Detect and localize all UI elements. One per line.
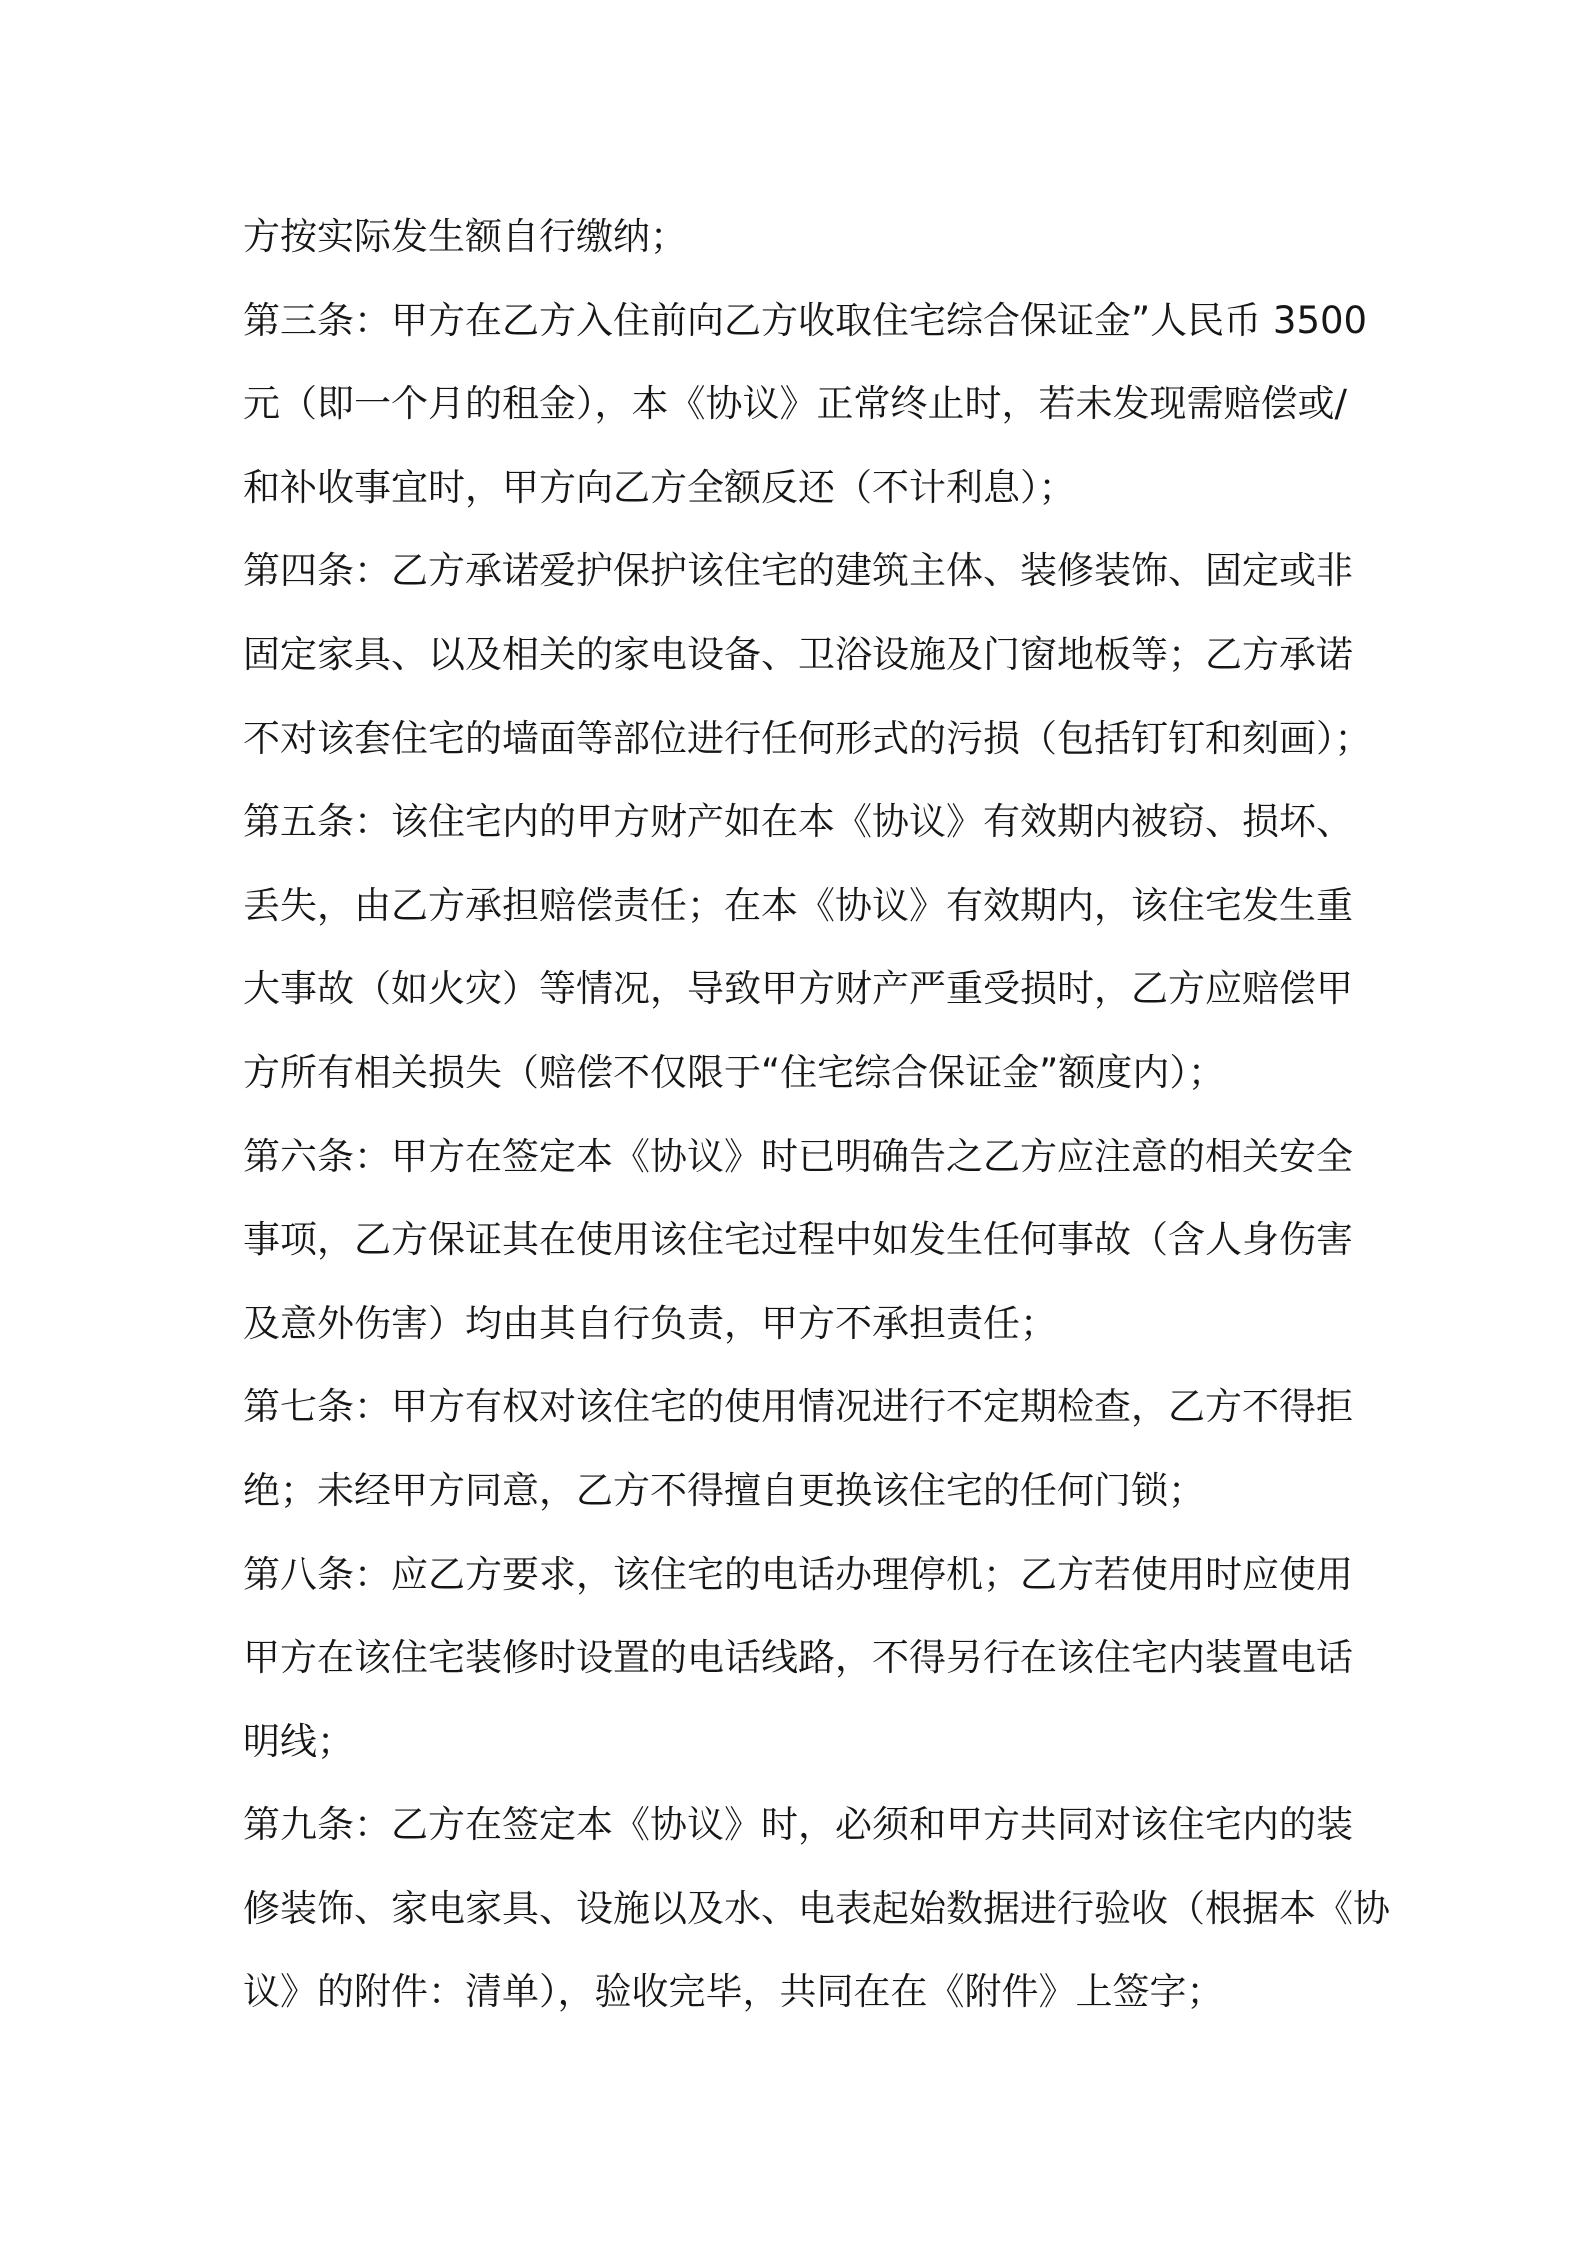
text-line: 事项，乙方保证其在使用该住宅过程中如发生任何事故（含人身伤害	[243, 1218, 1353, 1262]
text-line: 第九条：乙方在签定本《协议》时，必须和甲方共同对该住宅内的装	[243, 1803, 1353, 1847]
text-line: 方按实际发生额自行缴纳；	[243, 215, 687, 258]
text-line: 丢失，由乙方承担赔偿责任；在本《协议》有效期内，该住宅发生重	[243, 883, 1353, 927]
text-line: 方所有相关损失（赔偿不仅限于“住宅综合保证金”额度内）；	[243, 1050, 1225, 1094]
text-line: 不对该套住宅的墙面等部位进行任何形式的污损（包括钉钉和刻画）；	[243, 716, 1372, 760]
text-line: 第七条：甲方有权对该住宅的使用情况进行不定期检查，乙方不得拒	[243, 1385, 1353, 1429]
text-line: 第四条：乙方承诺爱护保护该住宅的建筑主体、装修装饰、固定或非	[243, 549, 1353, 593]
text-line: 修装饰、家电家具、设施以及水、电表起始数据进行验收（根据本《协	[243, 1886, 1390, 1930]
text-line: 甲方在该住宅装修时设置的电话线路，不得另行在该住宅内装置电话	[243, 1636, 1353, 1680]
text-line: 第八条：应乙方要求，该住宅的电话办理停机；乙方若使用时应使用	[243, 1552, 1353, 1596]
text-line: 大事故（如火灾）等情况，导致甲方财产严重受损时，乙方应赔偿甲	[243, 967, 1353, 1011]
text-line: 第五条：该住宅内的甲方财产如在本《协议》有效期内被窃、损坏、	[243, 800, 1353, 844]
text-line: 第三条：甲方在乙方入住前向乙方收取住宅综合保证金”人民币 3500	[243, 298, 1368, 342]
text-line: 议》的附件：清单），验收完毕，共同在在《附件》上签字；	[243, 1970, 1224, 2014]
document-body	[243, 195, 1390, 2034]
text-line: 明线；	[243, 1719, 354, 1763]
text-line: 元（即一个月的租金），本《协议》正常终止时，若未发现需赔偿或/	[243, 382, 1347, 426]
text-line: 和补收事宜时，甲方向乙方全额反还（不计利息）；	[243, 465, 1076, 509]
text-line: 固定家具、以及相关的家电设备、卫浴设施及门窗地板等；乙方承诺	[243, 632, 1353, 676]
text-line: 绝；未经甲方同意，乙方不得擅自更换该住宅的任何门锁；	[243, 1468, 1205, 1512]
text-line: 及意外伤害）均由其自行负责，甲方不承担责任；	[243, 1301, 1057, 1345]
text-line: 第六条：甲方在签定本《协议》时已明确告之乙方应注意的相关安全	[243, 1134, 1353, 1178]
